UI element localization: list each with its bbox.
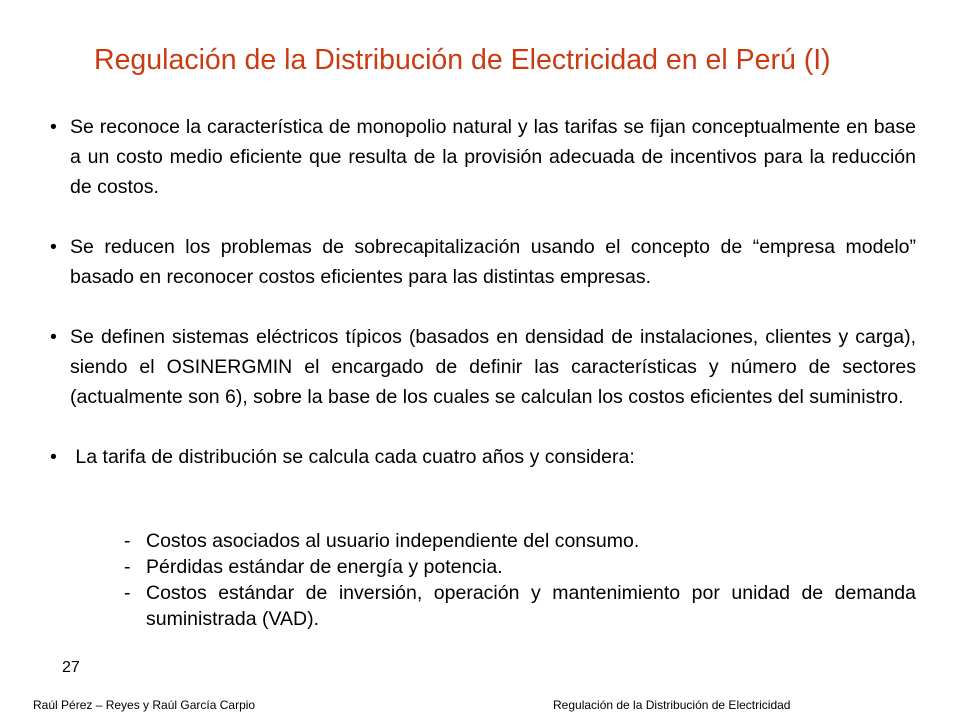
- page-number: 27: [62, 659, 80, 676]
- sub-item: [122, 580, 916, 632]
- sub-text: Costos estándar de inversión, operación y mantenimiento por unidad de demanda suministrada (VAD).: [146, 582, 916, 630]
- bullet-item: [50, 112, 916, 202]
- bullet-text: Se reconoce la característica de monopolio natural y las tarifas se fijan conceptualmente en base a un costo medio eficiente que resulta de la provisión adecuada de incentivos para la reducción de costos.: [70, 116, 916, 198]
- bullet-text: Se definen sistemas eléctricos típicos (basados en densidad de instalaciones, clientes y carga), siendo el OSINERGMIN el encargado de definir las características y número de sectores (actualmente son 6), sobre la base de los cuales se calculan los costos eficientes del suministro.: [70, 326, 916, 408]
- sub-item: [122, 554, 916, 580]
- bullet-marker: •: [50, 116, 57, 138]
- sub-item: [122, 528, 916, 554]
- bullet-item: [50, 442, 916, 472]
- dash-marker: -: [124, 530, 131, 552]
- slide-title: Regulación de la Distribución de Electricidad en el Perú (I): [94, 44, 831, 76]
- bullet-marker: •: [50, 326, 57, 348]
- footer-authors: Raúl Pérez – Reyes y Raúl García Carpio: [33, 698, 256, 712]
- sub-list: [122, 528, 916, 632]
- footer-subject: Regulación de la Distribución de Electricidad: [553, 698, 791, 712]
- spacer: [50, 412, 916, 442]
- bullet-marker: •: [50, 446, 57, 468]
- sub-text: Costos asociados al usuario independiente del consumo.: [146, 530, 640, 552]
- spacer: [50, 202, 916, 232]
- bullet-marker: •: [50, 236, 57, 258]
- bullet-item: [50, 232, 916, 292]
- bullet-item: [50, 322, 916, 412]
- dash-marker: -: [124, 556, 131, 578]
- bullet-list: [50, 112, 916, 472]
- bullet-text: La tarifa de distribución se calcula cada cuatro años y considera:: [70, 446, 635, 468]
- spacer: [50, 292, 916, 322]
- dash-marker: -: [124, 582, 131, 604]
- bullet-text: Se reducen los problemas de sobrecapitalización usando el concepto de “empresa modelo” basado en reconocer costos eficientes para las distintas empresas.: [70, 236, 916, 288]
- sub-text: Pérdidas estándar de energía y potencia.: [146, 556, 503, 578]
